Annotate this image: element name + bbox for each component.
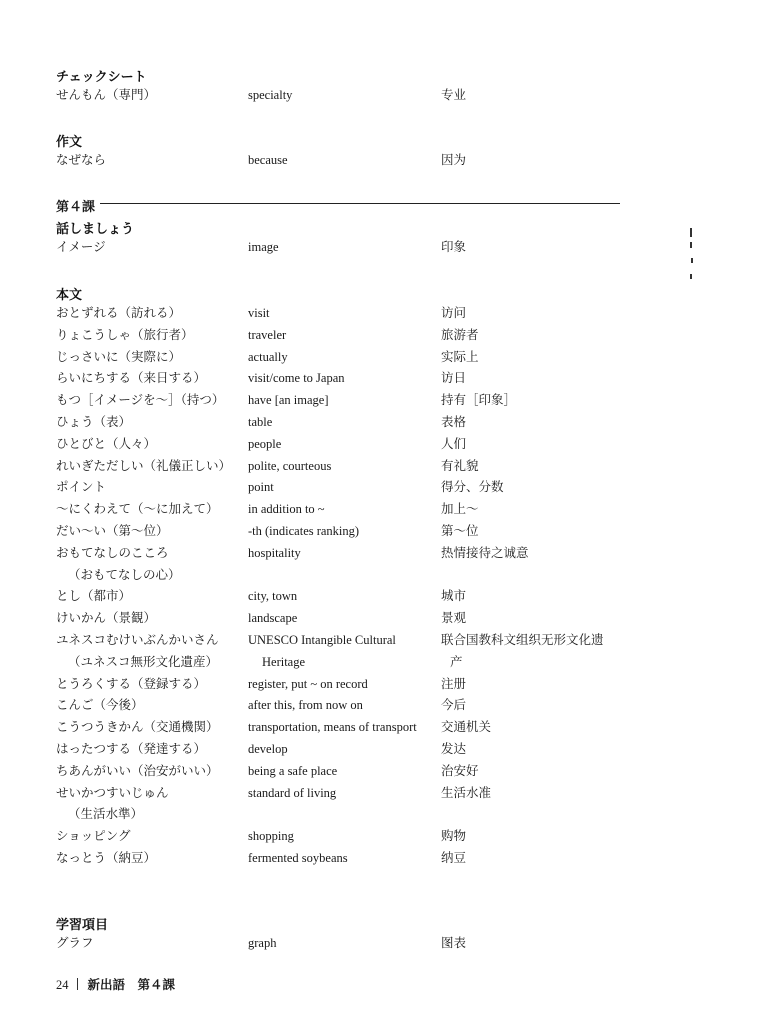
chinese-gloss: 发达: [441, 741, 467, 756]
japanese-term: ちあんがいい（治安がいい）: [56, 762, 219, 778]
japanese-term: ～にくわえて（～に加えて）: [56, 501, 219, 517]
vocab-row: [0, 784, 768, 804]
english-gloss: table: [248, 415, 273, 429]
english-gloss: visit: [248, 306, 270, 320]
japanese-term: （おもてなしの心）: [68, 566, 181, 582]
english-gloss: people: [248, 436, 282, 451]
japanese-term: おもてなしのこころ: [56, 544, 169, 560]
chinese-gloss: 得分、分数: [441, 479, 504, 495]
japanese-term: なっとう（納豆）: [56, 850, 157, 865]
section-heading: 話しましょう: [56, 222, 135, 237]
english-gloss: in addition to ~: [248, 502, 325, 517]
english-gloss: transportation, means of transport: [248, 720, 417, 735]
vocab-row: [0, 609, 768, 629]
chinese-gloss: 访问: [441, 305, 467, 320]
vocab-row: [0, 369, 768, 389]
japanese-term: なぜなら: [56, 152, 107, 167]
japanese-term: もつ［イメージを～］（持つ）: [56, 392, 225, 408]
vocab-row: [0, 675, 768, 695]
chinese-gloss: 景观: [441, 610, 467, 626]
vocab-row: [0, 522, 768, 542]
japanese-term: （ユネスコ無形文化遺産）: [68, 653, 219, 669]
chinese-gloss: 访日: [441, 370, 467, 386]
chinese-gloss: 有礼貌: [441, 457, 479, 473]
english-gloss: traveler: [248, 327, 287, 342]
english-gloss: visit/come to Japan: [248, 371, 345, 386]
english-gloss: register, put ~ on record: [248, 676, 368, 691]
japanese-term: こうつうきかん（交通機関）: [56, 719, 219, 735]
english-gloss: hospitality: [248, 545, 301, 560]
chinese-gloss: 表格: [441, 414, 467, 429]
english-gloss: being a safe place: [248, 763, 338, 778]
vocab-row: [0, 653, 768, 673]
chinese-gloss: 人们: [441, 435, 467, 451]
chinese-gloss: 生活水准: [441, 784, 492, 800]
japanese-term: おとずれる（訪れる）: [56, 305, 182, 320]
japanese-term: こんご（今後）: [56, 697, 144, 713]
vocab-row: [0, 631, 768, 651]
japanese-term: （生活水準）: [68, 806, 144, 822]
chinese-gloss: 因为: [441, 152, 467, 167]
japanese-term: とし（都市）: [56, 588, 132, 604]
chinese-gloss: 第～位: [441, 523, 479, 538]
japanese-term: とうろくする（登録する）: [56, 675, 207, 691]
chinese-gloss: 今后: [441, 697, 467, 713]
vocab-row: [0, 827, 768, 847]
vocab-row: [0, 500, 768, 520]
vocab-row: [0, 718, 768, 738]
chinese-gloss: 注册: [441, 675, 467, 691]
section-heading: 本文: [56, 288, 83, 303]
japanese-term: ひとびと（人々）: [56, 435, 157, 451]
lesson-label: 第４課: [56, 196, 97, 215]
vocab-row: [0, 740, 768, 760]
vocab-row: [0, 326, 768, 346]
japanese-term: ポイント: [56, 479, 107, 495]
chinese-gloss: 联合国教科文组织无形文化遗: [441, 632, 604, 647]
vocab-row: [0, 696, 768, 716]
english-gloss: graph: [248, 936, 277, 950]
page-number: 24: [56, 978, 69, 992]
english-gloss: have [an image]: [248, 393, 329, 408]
english-gloss: -th (indicates ranking): [248, 524, 360, 538]
japanese-term: せいかつすいじゅん: [56, 784, 169, 800]
vocab-row: [0, 348, 768, 368]
english-gloss: landscape: [248, 611, 298, 626]
english-gloss: UNESCO Intangible Cultural: [248, 633, 396, 647]
chinese-gloss: 旅游者: [441, 326, 479, 342]
chinese-gloss: 图表: [441, 935, 467, 950]
english-gloss: shopping: [248, 829, 294, 844]
vocab-row: [0, 86, 768, 106]
vocab-row: [0, 413, 768, 433]
chinese-gloss: 产: [450, 653, 463, 669]
japanese-term: だい～い（第～位）: [56, 523, 169, 538]
vocab-row: [0, 457, 768, 477]
vocab-row: [0, 151, 768, 171]
english-gloss: after this, from now on: [248, 698, 363, 713]
vocab-row: [0, 544, 768, 564]
english-gloss: point: [248, 480, 274, 495]
chinese-gloss: 交通机关: [441, 719, 492, 735]
chinese-gloss: 加上～: [441, 501, 479, 517]
english-gloss: image: [248, 240, 279, 254]
japanese-term: ユネスコむけいぶんかいさん: [56, 632, 219, 647]
japanese-term: グラフ: [56, 935, 94, 950]
section-heading: 作文: [56, 135, 83, 150]
chinese-gloss: 专业: [441, 87, 467, 102]
footer-title: 新出語 第４課: [87, 977, 176, 992]
english-gloss: polite, courteous: [248, 458, 332, 473]
footer-separator: [77, 978, 78, 990]
vocab-row: [0, 934, 768, 954]
page-footer: [56, 975, 175, 993]
chinese-gloss: 实际上: [441, 348, 479, 364]
english-gloss: develop: [248, 742, 288, 756]
japanese-term: けいかん（景観）: [56, 610, 157, 626]
chinese-gloss: 热情接待之诚意: [441, 544, 529, 560]
japanese-term: ショッピング: [56, 828, 131, 844]
english-gloss: actually: [248, 349, 288, 364]
lesson-divider: [56, 196, 620, 215]
japanese-term: イメージ: [56, 239, 106, 254]
vocab-row: [0, 849, 768, 869]
vocab-row: [0, 587, 768, 607]
vocab-row: [0, 435, 768, 455]
english-gloss: standard of living: [248, 785, 337, 800]
vocab-row: [0, 762, 768, 782]
japanese-term: せんもん（専門）: [56, 87, 157, 102]
japanese-term: れいぎただしい（礼儀正しい）: [56, 457, 232, 473]
chinese-gloss: 购物: [441, 828, 467, 844]
vocab-row: [0, 238, 768, 258]
chinese-gloss: 持有［印象］: [441, 392, 517, 408]
english-gloss: Heritage: [262, 654, 306, 669]
chinese-gloss: 印象: [441, 239, 467, 254]
japanese-term: りょこうしゃ（旅行者）: [56, 326, 194, 342]
vocab-row: [0, 805, 768, 825]
japanese-term: はったつする（発達する）: [56, 741, 207, 756]
chinese-gloss: 纳豆: [441, 850, 467, 865]
japanese-term: らいにちする（来日する）: [56, 370, 207, 386]
japanese-term: じっさいに（実際に）: [56, 348, 182, 364]
japanese-term: ひょう（表）: [56, 414, 132, 429]
vocab-row: [0, 566, 768, 586]
english-gloss: specialty: [248, 88, 293, 102]
vocab-row: [0, 304, 768, 324]
chinese-gloss: 治安好: [441, 762, 479, 778]
vocab-row: [0, 391, 768, 411]
english-gloss: because: [248, 153, 288, 167]
divider-line: [100, 203, 620, 204]
vocab-row: [0, 478, 768, 498]
section-heading: 学習項目: [56, 918, 109, 933]
chinese-gloss: 城市: [441, 588, 467, 604]
english-gloss: city, town: [248, 589, 298, 604]
scan-artifact: [690, 228, 698, 288]
section-heading: チェックシート: [56, 70, 147, 85]
english-gloss: fermented soybeans: [248, 851, 348, 865]
